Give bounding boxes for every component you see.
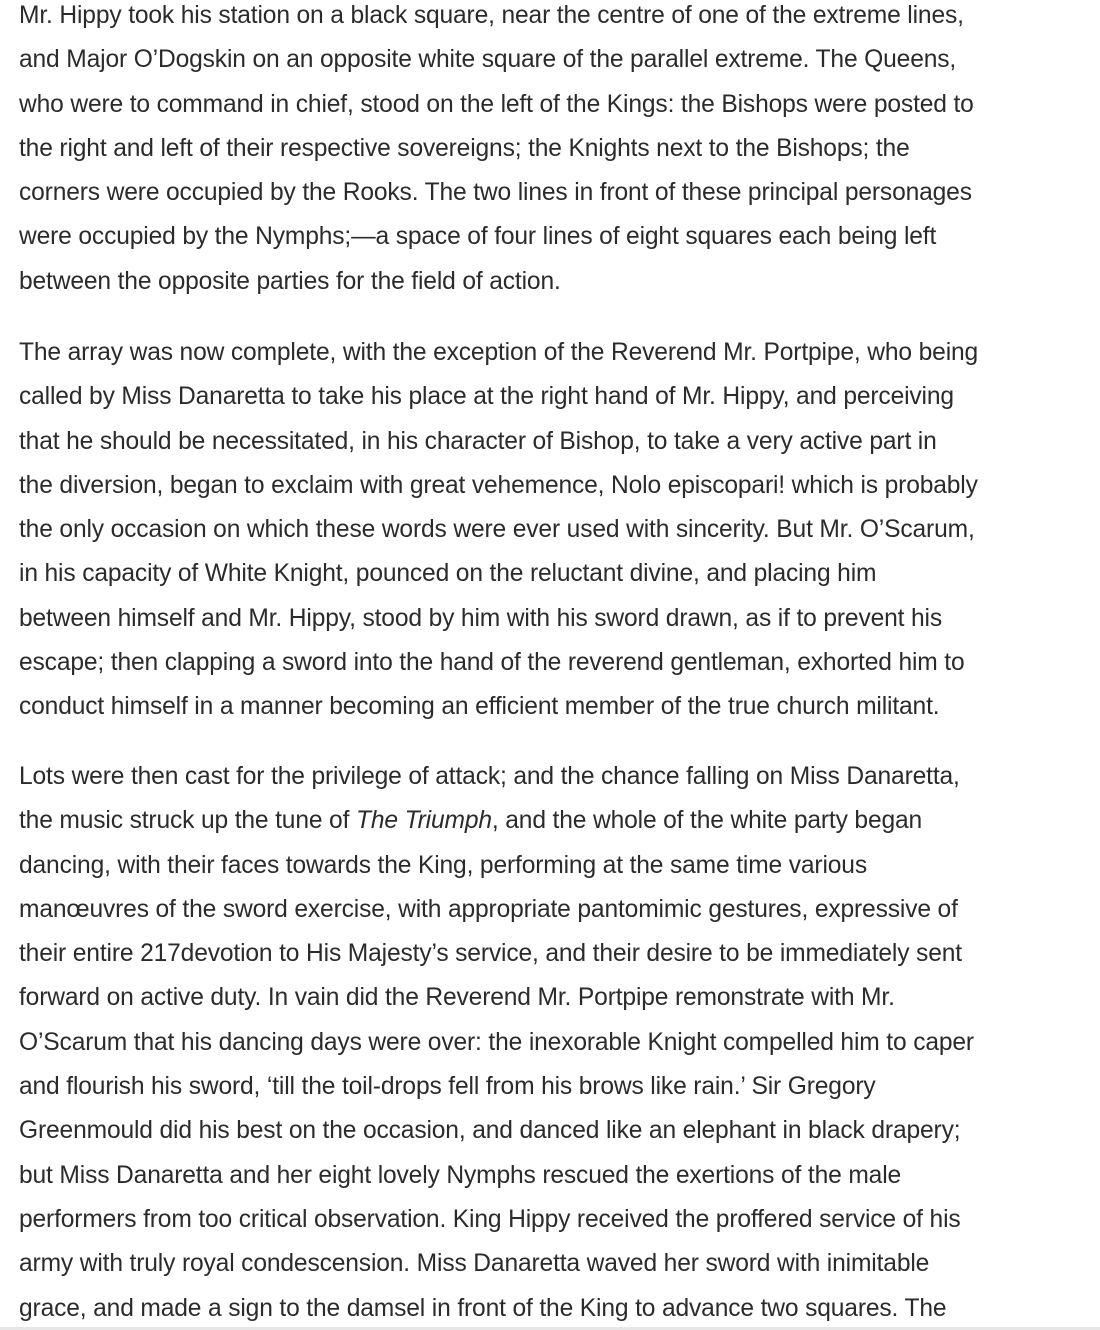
paragraph [19,0,974,310]
text-line: Lots were then cast for the privilege of attack; and the chance falling on Miss Danaretta, [19,763,960,790]
text-line: grace, and made a sign to the damsel in front of the King to advance two squares. The [19,1294,947,1322]
paragraph [19,761,974,1330]
text-line: called by Miss Danaretta to take his place at the right hand of Mr. Hippy, and perceiving [19,383,954,411]
text-line: army with truly royal condescension. Miss Danaretta waved her sword with inimitable [19,1250,930,1278]
text-line: who were to command in chief, stood on the left of the Kings: the Bishops were posted to [19,90,974,118]
text-line: in his capacity of White Knight, pounced on the reluctant divine, and placing him [19,560,877,588]
text-line: Greenmould did his best on the occasion, and danced like an elephant in black drapery; [19,1117,961,1145]
text-segment: , and the whole of the white party began [491,807,923,835]
text-line: The array was now complete, with the exception of the Reverend Mr. Portpipe, who being [19,339,979,366]
text-line: O’Scarum that his dancing days were over: the inexorable Knight compelled him to caper [19,1028,974,1056]
text-line: that he should be necessitated, in his character of Bishop, to take a very active part in [19,427,937,455]
text-line: between himself and Mr. Hippy, stood by him with his sword drawn, as if to prevent his [19,604,942,632]
text-line: were occupied by the Nymphs;—a space of four lines of eight squares each being left [19,223,937,251]
text-line: conduct himself in a manner becoming an efficient member of the true church militant. [19,693,940,721]
text-segment: the music struck up the tune of [19,807,356,835]
text-line: the right and left of their respective sovereigns; the Knights next to the Bishops; the [19,134,910,162]
text-line: performers from too critical observation. King Hippy received the proffered service of his [19,1205,961,1233]
text-line: their entire 217devotion to His Majesty’s service, and their desire to be immediately sent [19,940,962,968]
text-line: and Major O’Dogskin on an opposite white square of the parallel extreme. The Queens, [19,46,957,74]
song-title: The Triumph [355,807,492,835]
text-line [19,805,974,849]
text-line: between the opposite parties for the field of action. [19,267,561,295]
text-line: escape; then clapping a sword into the hand of the reverend gentleman, exhorted him to [19,649,965,677]
paragraph [19,337,978,736]
text-line: the only occasion on which these words were ever used with sincerity. But Mr. O’Scarum, [19,516,975,544]
text-line: and flourish his sword, ‘till the toil-drops fell from his brows like rain.’ Sir Gregory [19,1073,876,1101]
text-line: forward on active duty. In vain did the Reverend Mr. Portpipe remonstrate with Mr. [19,984,895,1012]
text-line: corners were occupied by the Rooks. The two lines in front of these principal personages [19,179,972,207]
text-line: the diversion, began to exclaim with great vehemence, Nolo episcopari! which is probably [19,471,978,499]
text-line: but Miss Danaretta and her eight lovely Nymphs rescued the exertions of the male [19,1161,902,1189]
text-line: manœuvres of the sword exercise, with appropriate pantomimic gestures, expressive of [19,895,958,923]
text-line: dancing, with their faces towards the King, performing at the same time various [19,851,867,879]
text-line: Mr. Hippy took his station on a black square, near the centre of one of the extreme lines, [19,2,964,29]
